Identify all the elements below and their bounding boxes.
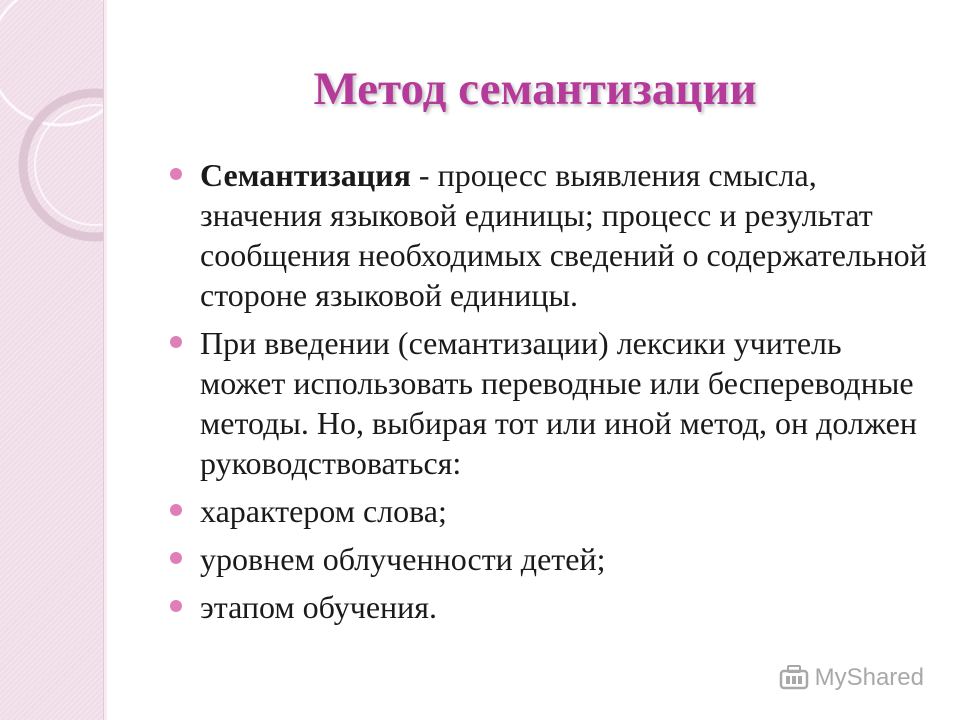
bullet-dot-icon: [170, 504, 182, 516]
bullet-text: характером слова;: [200, 493, 447, 529]
side-band-edge: [103, 0, 107, 720]
bullet-term: Семантизация: [200, 157, 411, 193]
bullet-item: [170, 323, 930, 483]
decorative-side-band: [0, 0, 103, 720]
bullet-text: уровнем облученности детей;: [200, 541, 606, 577]
bullet-item: [170, 587, 930, 627]
bullet-list: [170, 155, 930, 635]
bullet-dot-icon: [170, 336, 182, 348]
bullet-dot-icon: [170, 600, 182, 612]
bullet-dot-icon: [170, 168, 182, 180]
myshared-watermark: [779, 664, 924, 692]
bullet-text: - процесс выявления смысла, значения языковой единицы; процесс и результат сообщения необходимых сведений о содержательной стороне языковой единицы.: [200, 157, 927, 313]
watermark-label: MyShared: [814, 664, 924, 691]
bullet-text: этапом обучения.: [200, 589, 437, 625]
bullet-dot-icon: [170, 552, 182, 564]
bullet-text: При введении (семантизации) лексики учитель может использовать переводные или беспереводные методы. Но, выбирая тот или иной метод, он должен руководствоваться:: [200, 325, 917, 481]
bullet-item: [170, 155, 930, 315]
myshared-logo-icon: [779, 665, 809, 691]
slide-title: Метод семантизации: [313, 63, 757, 115]
bullet-item: [170, 491, 930, 531]
decorative-circles-icon: [0, 0, 103, 720]
bullet-item: [170, 539, 930, 579]
